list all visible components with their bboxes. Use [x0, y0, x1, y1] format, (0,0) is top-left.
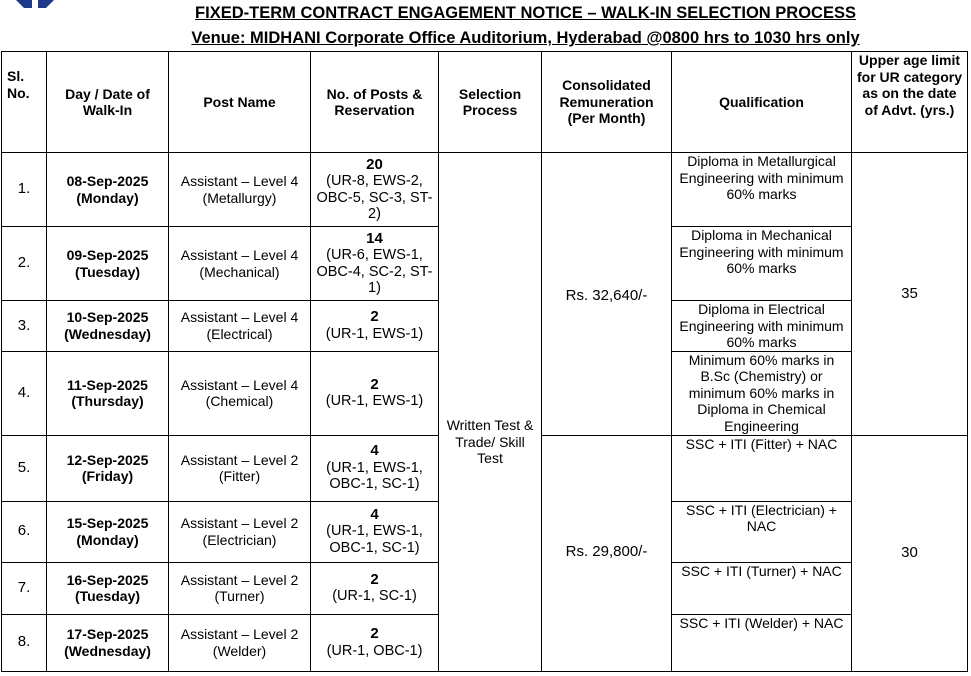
post-name: Assistant – Level 4 — [180, 309, 299, 326]
header-remuneration: Consolidated Remuneration (Per Month) — [542, 52, 672, 153]
reservation: (UR-1, EWS-1, OBC-1, SC-1) — [326, 459, 423, 493]
walk-in-date-cell — [47, 562, 169, 614]
post-name: Assistant – Level 2 — [180, 571, 299, 588]
posts-reservation-cell — [311, 501, 439, 562]
header-date: Day / Date of Walk-In — [47, 52, 169, 153]
reservation: (UR-8, EWS-2, OBC-5, SC-3, ST-2) — [316, 173, 433, 222]
reservation: (UR-1, EWS-1, OBC-1, SC-1) — [326, 523, 423, 556]
post-name: Assistant – Level 4 — [180, 247, 299, 263]
header-sl-no: Sl. No. — [2, 52, 47, 153]
posts-reservation-cell — [311, 227, 439, 301]
walk-in-day: (Tuesday) — [74, 588, 141, 604]
qualification: SSC + ITI (Turner) + NAC — [672, 562, 852, 614]
age-limit: 35 — [852, 153, 968, 436]
qualification: SSC + ITI (Welder) + NAC — [672, 614, 852, 671]
qualification: SSC + ITI (Fitter) + NAC — [672, 435, 852, 501]
sl-no: 1. — [2, 153, 47, 227]
post-count: 4 — [370, 505, 379, 523]
sl-no: 3. — [2, 301, 47, 352]
post-name: Assistant – Level 2 — [180, 626, 299, 642]
walk-in-date: 09-Sep-2025 — [66, 247, 149, 263]
header-selection-process: Selection Process — [439, 52, 542, 153]
header-row — [2, 52, 968, 153]
post-discipline: (Mechanical) — [199, 263, 280, 280]
post-discipline: (Turner) — [214, 588, 265, 604]
header-age-limit: Upper age limit for UR category as on the date of Advt. (yrs.) — [852, 52, 968, 153]
post-discipline: (Welder) — [212, 642, 267, 659]
post-name-cell — [169, 153, 311, 227]
walk-in-schedule-table — [1, 51, 968, 672]
walk-in-date: 12-Sep-2025 — [66, 451, 149, 468]
post-count: 20 — [366, 155, 383, 173]
walk-in-date: 15-Sep-2025 — [66, 515, 149, 531]
age-limit: 30 — [852, 435, 968, 671]
walk-in-date: 11-Sep-2025 — [67, 376, 148, 393]
walk-in-date-cell — [47, 153, 169, 227]
walk-in-date-cell — [47, 501, 169, 562]
walk-in-day: (Thursday) — [71, 393, 144, 409]
walk-in-date-cell — [47, 435, 169, 501]
qualification: Diploma in Metallurgical Engineering with minimum 60% marks — [672, 153, 852, 227]
reservation: (UR-1, EWS-1) — [325, 393, 424, 409]
remuneration: Rs. 32,640/- — [542, 153, 672, 436]
walk-in-date: 16-Sep-2025 — [66, 571, 149, 588]
remuneration: Rs. 29,800/- — [542, 435, 672, 671]
post-name: Assistant – Level 2 — [180, 515, 299, 531]
header-posts-reservation: No. of Posts & Reservation — [311, 52, 439, 153]
post-discipline: (Electrician) — [202, 531, 277, 548]
post-name-cell — [169, 351, 311, 435]
post-discipline: (Chemical) — [205, 393, 274, 409]
table-row — [2, 153, 968, 227]
post-name-cell — [169, 227, 311, 301]
header-qualification: Qualification — [672, 52, 852, 153]
walk-in-date-cell — [47, 614, 169, 671]
reservation: (UR-1, EWS-1) — [325, 325, 424, 342]
header-post-name: Post Name — [169, 52, 311, 153]
post-name-cell — [169, 614, 311, 671]
post-name-cell — [169, 562, 311, 614]
post-name-cell — [169, 301, 311, 352]
post-name: Assistant – Level 2 — [180, 451, 299, 468]
posts-reservation-cell — [311, 301, 439, 352]
post-name-cell — [169, 435, 311, 501]
posts-reservation-cell — [311, 351, 439, 435]
sl-no: 7. — [2, 562, 47, 614]
post-count: 2 — [370, 308, 379, 326]
qualification: Diploma in Electrical Engineering with minimum 60% marks — [672, 301, 852, 352]
sl-no: 5. — [2, 435, 47, 501]
post-discipline: (Metallurgy) — [202, 189, 277, 206]
posts-reservation-cell — [311, 562, 439, 614]
post-discipline: (Fitter) — [218, 468, 261, 484]
walk-in-day: (Monday) — [76, 531, 139, 548]
reservation: (UR-6, EWS-1, OBC-4, SC-2, ST-1) — [316, 247, 433, 296]
walk-in-day: (Wednesday) — [64, 642, 151, 659]
sl-no: 8. — [2, 614, 47, 671]
sl-no: 2. — [2, 227, 47, 301]
post-discipline: (Electrical) — [206, 325, 273, 342]
walk-in-day: (Tuesday) — [74, 263, 141, 280]
posts-reservation-cell — [311, 153, 439, 227]
venue-line: Venue: MIDHANI Corporate Office Auditorium, Hyderabad @0800 hrs to 1030 hrs only — [191, 29, 860, 47]
post-count: 2 — [370, 570, 379, 588]
walk-in-date-cell — [47, 227, 169, 301]
walk-in-date-cell — [47, 351, 169, 435]
walk-in-day: (Wednesday) — [64, 325, 151, 342]
posts-reservation-cell — [311, 435, 439, 501]
post-name-cell — [169, 501, 311, 562]
reservation: (UR-1, OBC-1) — [326, 642, 423, 659]
selection-process: Written Test & Trade/ Skill Test — [439, 153, 542, 672]
qualification: SSC + ITI (Electrician) + NAC — [672, 501, 852, 562]
posts-reservation-cell — [311, 614, 439, 671]
walk-in-date: 08-Sep-2025 — [66, 173, 149, 189]
notice-title: FIXED-TERM CONTRACT ENGAGEMENT NOTICE – WALK-IN SELECTION PROCESS — [195, 4, 856, 22]
post-name: Assistant – Level 4 — [180, 376, 299, 393]
walk-in-date: 10-Sep-2025 — [66, 309, 149, 326]
post-count: 2 — [370, 625, 379, 642]
walk-in-day: (Monday) — [76, 189, 139, 206]
walk-in-date: 17-Sep-2025 — [66, 626, 149, 642]
sl-no: 4. — [2, 351, 47, 435]
sl-no: 6. — [2, 501, 47, 562]
reservation: (UR-1, SC-1) — [332, 588, 417, 604]
post-count: 4 — [370, 442, 379, 460]
walk-in-date-cell — [47, 301, 169, 352]
post-count: 14 — [366, 229, 383, 247]
post-name: Assistant – Level 4 — [180, 173, 299, 189]
qualification: Diploma in Mechanical Engineering with minimum 60% marks — [672, 227, 852, 301]
qualification: Minimum 60% marks in B.Sc (Chemistry) or minimum 60% marks in Diploma in Chemical Engineering — [672, 351, 852, 435]
post-count: 2 — [370, 375, 379, 393]
walk-in-day: (Friday) — [81, 468, 134, 484]
